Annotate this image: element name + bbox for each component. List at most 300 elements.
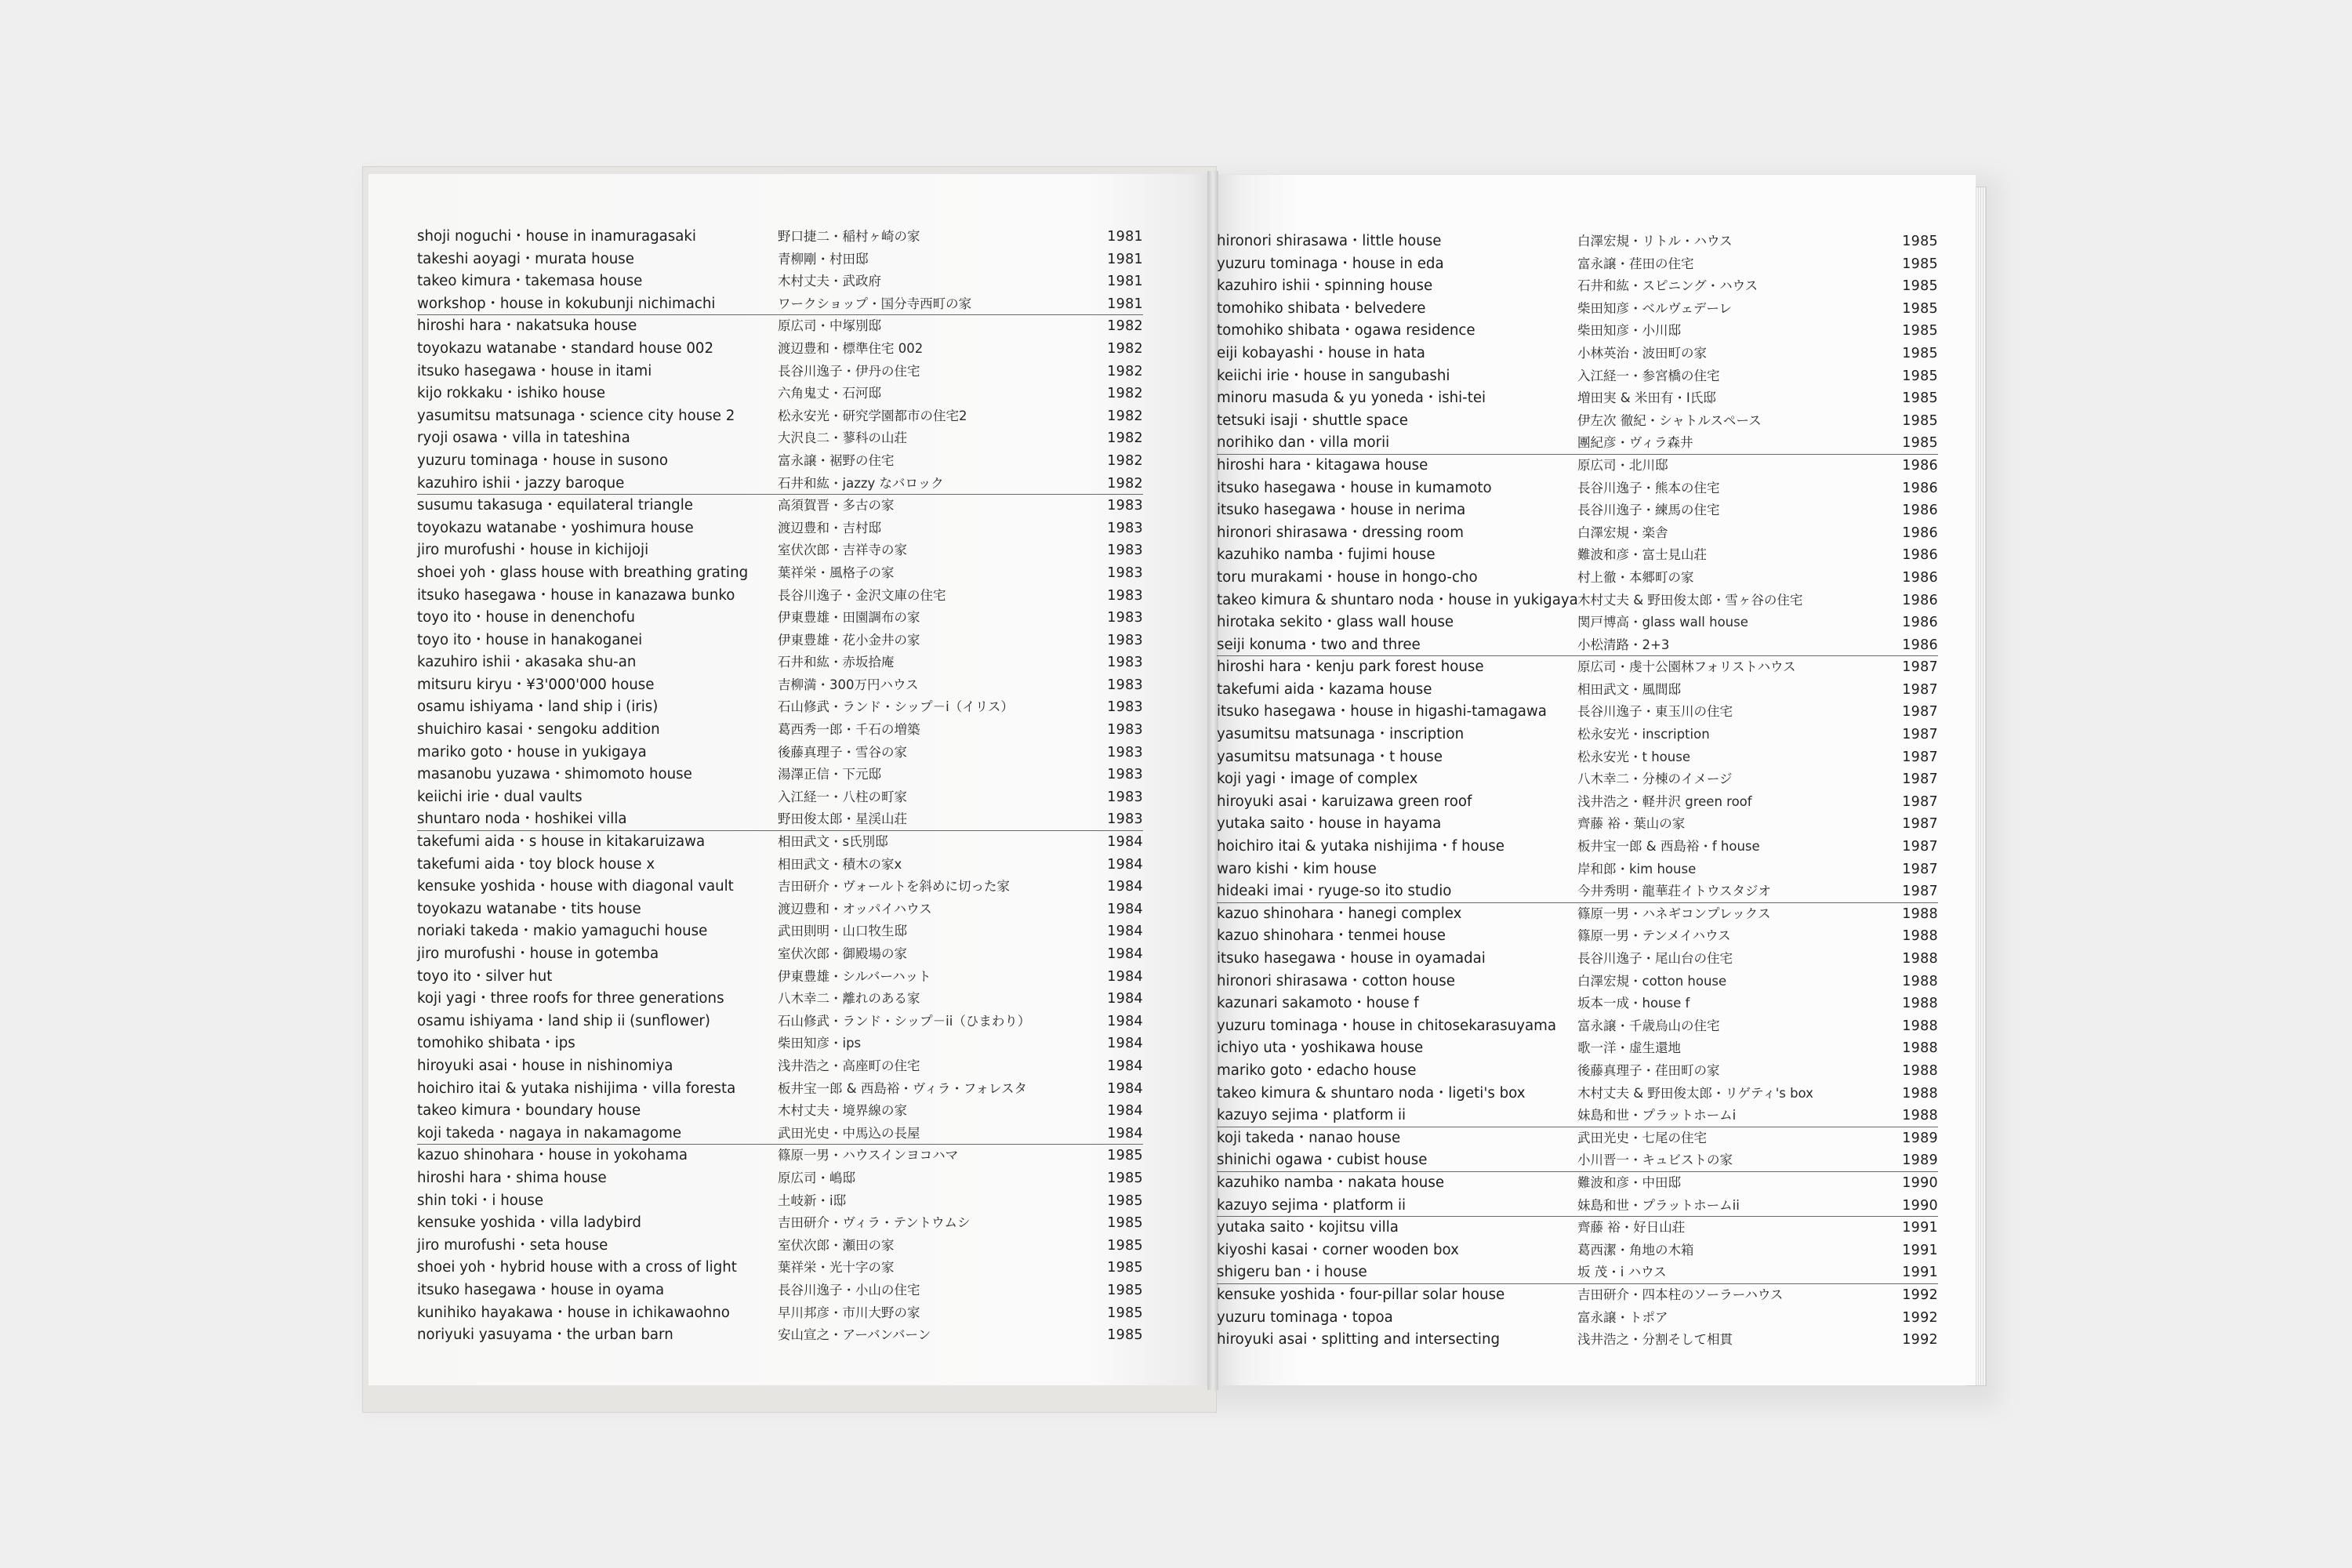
list-item	[417, 630, 1143, 652]
work-year: 1986	[1902, 569, 1938, 586]
work-title-japanese: 相田武文・s氏別邸	[778, 834, 888, 850]
work-year: 1982	[1107, 363, 1143, 379]
list-item	[1217, 1240, 1938, 1262]
work-year: 1986	[1902, 503, 1938, 519]
work-title-japanese: 葉祥栄・風格子の家	[778, 564, 895, 580]
work-title-japanese: 渡辺豊和・標準住宅 002	[778, 340, 924, 356]
work-year: 1991	[1902, 1265, 1938, 1281]
list-item	[1217, 320, 1938, 343]
work-title-japanese: 木村丈夫・武政府	[778, 274, 881, 289]
work-title: koji yagi・three roofs for three generations	[417, 990, 724, 1007]
list-item	[417, 495, 1143, 517]
list-item	[1217, 858, 1938, 881]
list-item	[1217, 701, 1938, 724]
list-item	[1217, 1083, 1938, 1105]
list-item	[1217, 1172, 1938, 1195]
work-title-japanese: 坂 茂・i ハウス	[1577, 1265, 1667, 1280]
work-title: norihiko dan・villa morii	[1217, 434, 1390, 452]
work-title: susumu takasuga・equilateral triangle	[417, 497, 693, 514]
list-item	[1217, 1307, 1938, 1330]
list-item	[1217, 387, 1938, 410]
work-title: kazuo shinohara・hanegi complex	[1217, 905, 1462, 922]
work-title: osamu ishiyama・land ship ii (sunflower)	[417, 1012, 711, 1029]
work-year: 1984	[1107, 834, 1143, 851]
list-item	[1217, 746, 1938, 769]
work-title-japanese: 渡辺豊和・吉村邸	[778, 520, 881, 535]
work-title-japanese: 吉田研介・ヴォールトを斜めに切った家	[778, 879, 1011, 895]
list-item	[1217, 522, 1938, 545]
work-title: eiji kobayashi・house in hata	[1217, 344, 1425, 361]
work-title: yuzuru tominaga・house in susono	[417, 452, 668, 469]
work-title: hironori shirasawa・cotton house	[1217, 972, 1455, 989]
work-title-japanese: 青柳剛・村田邸	[778, 251, 869, 267]
work-title-japanese: 原広司・中塚別邸	[778, 318, 881, 334]
work-year: 1983	[1107, 655, 1143, 671]
list-item	[1217, 343, 1938, 365]
work-title-japanese: 土岐新・i邸	[778, 1192, 847, 1208]
work-year: 1987	[1902, 704, 1938, 720]
work-title-japanese: 野田俊太郎・星渓山荘	[778, 811, 907, 827]
list-item	[417, 293, 1143, 316]
right-page-list	[1217, 230, 1938, 1352]
list-item	[1217, 365, 1938, 388]
list-item	[1217, 410, 1938, 433]
work-year: 1988	[1902, 951, 1938, 967]
list-item	[417, 405, 1143, 428]
list-item	[1217, 1195, 1938, 1218]
list-item	[417, 1279, 1143, 1302]
list-item	[417, 876, 1143, 898]
work-title: itsuko hasegawa・house in oyamadai	[1217, 950, 1486, 967]
work-year: 1986	[1902, 457, 1938, 474]
work-year: 1982	[1107, 386, 1143, 402]
work-title-japanese: ワークショップ・国分寺西町の家	[778, 296, 972, 311]
work-title: tomohiko shibata・ogawa residence	[1217, 322, 1475, 339]
list-item	[417, 920, 1143, 943]
work-title-japanese: 入江経一・参宮橋の住宅	[1577, 368, 1720, 383]
work-year: 1987	[1902, 816, 1938, 833]
list-item	[1217, 1105, 1938, 1127]
list-item	[417, 1145, 1143, 1167]
list-item	[417, 315, 1143, 338]
list-item	[417, 988, 1143, 1011]
work-title: koji takeda・nanao house	[1217, 1129, 1401, 1146]
work-title-japanese: 柴田知彦・ベルヴェデーレ	[1577, 300, 1733, 316]
work-title: toyo ito・house in hanakoganei	[417, 631, 643, 648]
work-title-japanese: 吉田研介・四本柱のソーラーハウス	[1577, 1287, 1784, 1302]
work-year: 1987	[1902, 861, 1938, 877]
list-item	[417, 450, 1143, 473]
work-title-japanese: 伊東豊雄・田園調布の家	[778, 610, 920, 626]
work-year: 1988	[1902, 1108, 1938, 1124]
work-title: kazuhiro ishii・spinning house	[1217, 278, 1433, 295]
work-title-japanese: 白澤宏規・cotton house	[1577, 973, 1727, 989]
work-title-japanese: 葛西潔・角地の木箱	[1577, 1242, 1694, 1258]
work-year: 1983	[1107, 789, 1143, 805]
work-title: noriyuki yasuyama・the urban barn	[417, 1327, 673, 1344]
work-title: yuzuru tominaga・house in chitosekarasuyama	[1217, 1017, 1556, 1034]
work-title: takefumi aida・toy block house x	[417, 855, 655, 873]
list-item	[1217, 1149, 1938, 1172]
work-year: 1983	[1107, 811, 1143, 828]
work-title: itsuko hasegawa・house in kumamoto	[1217, 479, 1492, 496]
list-item	[1217, 948, 1938, 971]
list-item	[417, 1011, 1143, 1033]
list-item	[1217, 993, 1938, 1015]
work-year: 1988	[1902, 906, 1938, 922]
work-title: hiroyuki asai・splitting and intersecting	[1217, 1331, 1501, 1348]
work-title-japanese: 吉田研介・ヴィラ・テントウムシ	[778, 1215, 971, 1231]
list-item	[417, 674, 1143, 697]
work-title: mariko goto・house in yukigaya	[417, 743, 647, 760]
work-title-japanese: 石井和紘・スピニング・ハウス	[1577, 278, 1759, 294]
list-item	[417, 270, 1143, 293]
list-item	[417, 943, 1143, 966]
work-title: kunihiko hayakawa・house in ichikawaohno	[417, 1304, 730, 1321]
work-year: 1983	[1107, 564, 1143, 581]
work-title: takeo kimura & shuntaro noda・ligeti's box	[1217, 1084, 1526, 1102]
list-item	[1217, 634, 1938, 657]
work-year: 1988	[1902, 996, 1938, 1012]
work-title-japanese: 石山修武・ランド・シップ－i（イリス）	[778, 699, 1014, 715]
work-title-japanese: 大沢良二・蓼科の山荘	[778, 430, 907, 446]
list-item	[417, 585, 1143, 608]
work-year: 1981	[1107, 229, 1143, 245]
work-year: 1984	[1107, 1103, 1143, 1120]
work-title: shin toki・i house	[417, 1192, 544, 1209]
work-year: 1987	[1902, 749, 1938, 765]
work-title-japanese: 長谷川逸子・尾山台の住宅	[1577, 951, 1733, 966]
list-item	[1217, 432, 1938, 455]
work-title-japanese: 木村丈夫 & 野田俊太郎・リゲティ's box	[1577, 1085, 1813, 1101]
work-title: kazuyo sejima・platform ii	[1217, 1196, 1406, 1214]
work-title-japanese: 難波和彦・富士見山荘	[1577, 547, 1707, 563]
work-title: shigeru ban・i house	[1217, 1264, 1367, 1281]
work-title: workshop・house in kokubunji nichimachi	[417, 295, 716, 312]
list-item	[417, 517, 1143, 540]
list-item	[417, 338, 1143, 361]
work-title-japanese: 今井秀明・龍華荘イトウスタジオ	[1577, 884, 1772, 899]
work-title: tetsuki isaji・shuttle space	[1217, 412, 1408, 429]
work-title-japanese: 武田光史・七尾の住宅	[1577, 1130, 1707, 1145]
work-title-japanese: 武田則明・山口牧生邸	[778, 924, 907, 939]
work-title-japanese: 武田光史・中馬込の長屋	[778, 1125, 920, 1141]
work-title-japanese: 後藤真理子・荏田町の家	[1577, 1062, 1720, 1078]
list-item	[417, 854, 1143, 877]
work-year: 1985	[1107, 1192, 1143, 1209]
work-year: 1985	[1107, 1237, 1143, 1254]
list-item	[1217, 230, 1938, 253]
work-year: 1986	[1902, 480, 1938, 496]
work-title: takeo kimura・boundary house	[417, 1102, 641, 1120]
list-item	[417, 1078, 1143, 1101]
work-title: toyokazu watanabe・tits house	[417, 900, 641, 917]
work-title: kazuyo sejima・platform ii	[1217, 1107, 1406, 1124]
work-title-japanese: 八木幸二・離れのある家	[778, 991, 920, 1007]
work-year: 1983	[1107, 610, 1143, 626]
work-title-japanese: 石井和紘・赤坂拾庵	[778, 655, 895, 670]
list-item	[417, 1324, 1143, 1347]
work-year: 1985	[1902, 435, 1938, 452]
work-year: 1984	[1107, 1013, 1143, 1029]
work-title: tomohiko shibata・belvedere	[1217, 299, 1426, 317]
work-title-japanese: 篠原一男・テンメイハウス	[1577, 928, 1731, 944]
work-year: 1985	[1902, 368, 1938, 384]
work-year: 1982	[1107, 475, 1143, 492]
list-item	[417, 1235, 1143, 1258]
list-item	[1217, 768, 1938, 791]
work-title: hiroshi hara・nakatsuka house	[417, 318, 637, 335]
work-title-japanese: 安山宣之・アーバンバーン	[778, 1327, 931, 1343]
work-title: hoichiro itai & yutaka nishijima・villa foresta	[417, 1080, 736, 1097]
work-year: 1985	[1902, 412, 1938, 429]
list-item	[417, 1190, 1143, 1213]
list-item	[417, 898, 1143, 921]
work-year: 1982	[1107, 452, 1143, 469]
work-title: kensuke yoshida・house with diagonal vault	[417, 878, 734, 895]
work-title: tomohiko shibata・ips	[417, 1035, 575, 1052]
work-title: mitsuru kiryu・¥3'000'000 house	[417, 676, 655, 693]
work-title: waro kishi・kim house	[1217, 860, 1377, 877]
work-title-japanese: 早川邦彦・市川大野の家	[778, 1305, 920, 1320]
work-title-japanese: 石山修武・ランド・シップ－ii（ひまわり）	[778, 1013, 1031, 1029]
work-year: 1984	[1107, 924, 1143, 940]
work-title-japanese: 長谷川逸子・伊丹の住宅	[778, 363, 920, 379]
work-title-japanese: 高須賀晋・多古の家	[778, 498, 895, 514]
work-year: 1989	[1902, 1152, 1938, 1169]
work-title: takefumi aida・s house in kitakaruizawa	[417, 833, 706, 851]
work-year: 1987	[1902, 839, 1938, 855]
work-title: hironori shirasawa・little house	[1217, 233, 1442, 249]
work-title: shoei yoh・hybrid house with a cross of light	[417, 1259, 737, 1276]
list-item	[1217, 612, 1938, 634]
work-title: osamu ishiyama・land ship i (iris)	[417, 699, 659, 716]
work-year: 1983	[1107, 744, 1143, 760]
work-title: yutaka saito・house in hayama	[1217, 815, 1442, 833]
list-item	[1217, 590, 1938, 612]
work-title-japanese: 妹島和世・プラットホームii	[1577, 1197, 1740, 1213]
work-title: kensuke yoshida・four-pillar solar house	[1217, 1286, 1505, 1303]
work-year: 1992	[1902, 1309, 1938, 1326]
work-year: 1987	[1902, 727, 1938, 743]
work-title: mariko goto・edacho house	[1217, 1062, 1417, 1079]
list-item	[1217, 880, 1938, 903]
list-item	[1217, 275, 1938, 298]
work-year: 1988	[1902, 1085, 1938, 1102]
work-year: 1986	[1902, 524, 1938, 541]
work-title: yuzuru tominaga・house in eda	[1217, 255, 1444, 272]
work-title-japanese: 長谷川逸子・練馬の住宅	[1577, 503, 1720, 518]
work-title: kazuo shinohara・house in yokohama	[417, 1147, 688, 1164]
work-title-japanese: 長谷川逸子・金沢文庫の住宅	[778, 587, 946, 603]
work-year: 1981	[1107, 251, 1143, 267]
work-title: toyo ito・house in denenchofu	[417, 609, 635, 626]
work-title-japanese: 野口捷二・稲村ヶ崎の家	[778, 229, 920, 244]
work-title-japanese: 原広司・虔十公園林フォリストハウス	[1577, 659, 1796, 675]
work-title-japanese: 入江経一・八柱の町家	[778, 789, 907, 804]
work-year: 1983	[1107, 543, 1143, 559]
work-title-japanese: 小松清路・2+3	[1577, 637, 1670, 652]
work-title: toyokazu watanabe・yoshimura house	[417, 519, 694, 536]
work-title-japanese: 小林英治・波田町の家	[1577, 345, 1707, 361]
list-item	[1217, 724, 1938, 746]
work-title-japanese: 葉祥栄・光十字の家	[778, 1260, 895, 1276]
work-title-japanese: 柴田知彦・小川邸	[1577, 323, 1681, 339]
work-title: keiichi irie・house in sangubashi	[1217, 367, 1450, 384]
work-title-japanese: 長谷川逸子・小山の住宅	[778, 1282, 920, 1298]
list-item	[417, 249, 1143, 271]
work-title-japanese: 後藤真理子・雪谷の家	[778, 744, 907, 760]
work-title: yasumitsu matsunaga・inscription	[1217, 726, 1465, 743]
list-item	[417, 383, 1143, 405]
work-title-japanese: 村上徹・本郷町の家	[1577, 569, 1694, 585]
list-item	[1217, 813, 1938, 836]
work-title-japanese: 原広司・嶋邸	[778, 1170, 855, 1185]
list-item	[417, 562, 1143, 585]
work-year: 1982	[1107, 340, 1143, 357]
work-title: takefumi aida・kazama house	[1217, 681, 1432, 698]
list-item	[417, 1033, 1143, 1055]
list-item	[1217, 679, 1938, 702]
work-title: takeo kimura & shuntaro noda・house in yukigaya	[1217, 591, 1578, 608]
work-year: 1982	[1107, 408, 1143, 424]
work-title: ichiyo uta・yoshikawa house	[1217, 1040, 1424, 1057]
list-item	[1217, 298, 1938, 321]
work-year: 1986	[1902, 615, 1938, 631]
work-year: 1985	[1107, 1305, 1143, 1321]
work-title-japanese: 坂本一成・house f	[1577, 996, 1690, 1011]
left-page-list	[417, 226, 1143, 1347]
work-year: 1988	[1902, 1062, 1938, 1079]
list-item	[1217, 903, 1938, 926]
work-title: kensuke yoshida・villa ladybird	[417, 1214, 641, 1232]
work-title: keiichi irie・dual vaults	[417, 788, 583, 805]
work-title: hiroshi hara・shima house	[417, 1169, 607, 1186]
work-title: itsuko hasegawa・house in higashi-tamagawa	[1217, 703, 1547, 720]
work-year: 1986	[1902, 637, 1938, 653]
work-year: 1991	[1902, 1242, 1938, 1258]
work-title-japanese: 難波和彦・中田邸	[1577, 1174, 1681, 1190]
work-year: 1985	[1107, 1327, 1143, 1344]
work-title: jiro murofushi・house in gotemba	[417, 946, 659, 962]
work-title: yasumitsu matsunaga・science city house 2	[417, 407, 735, 424]
list-item	[417, 226, 1143, 249]
work-year: 1988	[1902, 928, 1938, 945]
list-item	[417, 764, 1143, 786]
work-year: 1992	[1902, 1332, 1938, 1348]
list-item	[417, 1100, 1143, 1123]
work-year: 1985	[1107, 1170, 1143, 1186]
work-year: 1985	[1107, 1215, 1143, 1232]
work-year: 1985	[1902, 256, 1938, 272]
work-title: noriaki takeda・makio yamaguchi house	[417, 923, 708, 940]
work-title-japanese: 團紀彦・ヴィラ森井	[1577, 435, 1693, 451]
work-year: 1987	[1902, 681, 1938, 698]
work-title-japanese: 葛西秀一郎・千石の増築	[778, 722, 920, 738]
work-title: masanobu yuzawa・shimomoto house	[417, 766, 692, 783]
work-title-japanese: 相田武文・積木の家x	[778, 856, 902, 872]
list-item	[417, 539, 1143, 562]
list-item	[417, 473, 1143, 495]
work-year: 1981	[1107, 274, 1143, 290]
work-title: yuzuru tominaga・topoa	[1217, 1308, 1393, 1326]
work-year: 1983	[1107, 767, 1143, 783]
work-title-japanese: 石井和紘・jazzy なバロック	[778, 475, 944, 491]
work-year: 1986	[1902, 547, 1938, 564]
work-title-japanese: 長谷川逸子・東玉川の住宅	[1577, 704, 1733, 720]
work-year: 1988	[1902, 1018, 1938, 1034]
work-title-japanese: 松永安光・t house	[1577, 749, 1690, 764]
work-year: 1984	[1107, 1125, 1143, 1142]
list-item	[417, 1055, 1143, 1078]
work-year: 1985	[1902, 300, 1938, 317]
list-item	[417, 719, 1143, 742]
work-title-japanese: 白澤宏規・楽舎	[1577, 524, 1668, 540]
work-title-japanese: 齊藤 裕・好日山荘	[1577, 1220, 1686, 1236]
work-title: koji takeda・nagaya in nakamagome	[417, 1124, 682, 1142]
work-year: 1984	[1107, 1036, 1143, 1052]
work-title: shoji noguchi・house in inamuragasaki	[417, 228, 696, 245]
work-title: itsuko hasegawa・house in oyama	[417, 1281, 665, 1298]
work-year: 1986	[1902, 592, 1938, 608]
work-year: 1985	[1107, 1282, 1143, 1298]
work-year: 1984	[1107, 946, 1143, 962]
list-item	[1217, 1284, 1938, 1307]
list-item	[417, 786, 1143, 809]
work-title-japanese: 松永安光・inscription	[1577, 727, 1710, 742]
work-year: 1990	[1902, 1197, 1938, 1214]
work-title-japanese: 吉柳満・300万円ハウス	[778, 677, 919, 692]
work-title: seiji konuma・two and three	[1217, 636, 1421, 653]
work-title-japanese: 白澤宏規・リトル・ハウス	[1577, 234, 1733, 249]
work-title: toyokazu watanabe・standard house 002	[417, 339, 714, 357]
work-year: 1984	[1107, 991, 1143, 1007]
work-title-japanese: 富永譲・裾野の住宅	[778, 452, 895, 468]
work-year: 1984	[1107, 856, 1143, 873]
list-item	[1217, 1329, 1938, 1352]
list-item	[417, 831, 1143, 854]
work-title: kazuhiko namba・nakata house	[1217, 1174, 1445, 1191]
work-title-japanese: 篠原一男・ハウスインヨコハマ	[778, 1148, 959, 1163]
work-year: 1983	[1107, 498, 1143, 514]
list-item	[417, 1123, 1143, 1145]
work-year: 1985	[1902, 234, 1938, 249]
work-year: 1982	[1107, 318, 1143, 335]
work-year: 1987	[1902, 793, 1938, 810]
work-title: shinichi ogawa・cubist house	[1217, 1152, 1428, 1169]
list-item	[1217, 791, 1938, 814]
work-year: 1985	[1902, 323, 1938, 339]
work-title-japanese: 富永譲・千歳烏山の住宅	[1577, 1018, 1720, 1033]
work-title-japanese: 渡辺豊和・オッパイハウス	[778, 901, 932, 916]
work-title-japanese: 相田武文・風間邸	[1577, 681, 1681, 697]
work-title-japanese: 岸和郎・kim house	[1577, 861, 1697, 877]
list-item	[1217, 1037, 1938, 1060]
work-title-japanese: 長谷川逸子・熊本の住宅	[1577, 480, 1720, 495]
work-title: hiroyuki asai・karuizawa green roof	[1217, 793, 1472, 810]
list-item	[1217, 544, 1938, 567]
work-title: shoei yoh・glass house with breathing grating	[417, 564, 749, 581]
work-title: jiro murofushi・seta house	[417, 1236, 608, 1254]
list-item	[1217, 567, 1938, 590]
work-title: kazuo shinohara・tenmei house	[1217, 927, 1446, 945]
work-title-japanese: 妹島和世・プラットホームi	[1577, 1108, 1737, 1123]
work-title: itsuko hasegawa・house in nerima	[1217, 502, 1466, 519]
work-year: 1985	[1902, 345, 1938, 361]
work-title: takeo kimura・takemasa house	[417, 273, 643, 290]
list-item	[1217, 1217, 1938, 1240]
list-item	[1217, 499, 1938, 522]
